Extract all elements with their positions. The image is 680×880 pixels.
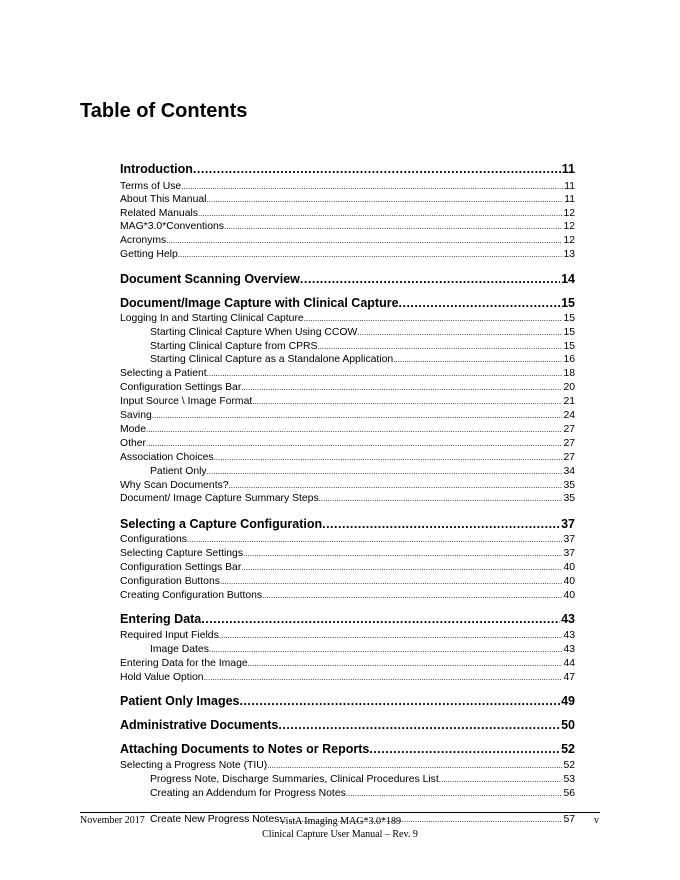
toc-entry-title: Selecting a Patient (120, 368, 207, 379)
toc-page-number: 15 (563, 341, 575, 352)
toc-entry-level3[interactable] (150, 340, 575, 353)
toc-entry-level2[interactable] (120, 589, 575, 602)
toc-page-number: 12 (563, 235, 575, 246)
toc-entry-level2[interactable] (120, 423, 575, 436)
toc-entry-level2[interactable] (120, 381, 575, 394)
toc-dot-leader (262, 589, 562, 602)
toc-entry-level2[interactable] (120, 451, 575, 464)
toc-entry-title: Selecting a Capture Configuration (120, 517, 323, 531)
toc-page-number: 16 (563, 354, 575, 365)
toc-dot-leader (239, 693, 560, 709)
toc-entry-level1[interactable] (120, 717, 575, 733)
toc-dot-leader (241, 561, 562, 574)
toc-entry-title: Selecting Capture Settings (120, 548, 244, 559)
toc-dot-leader (178, 248, 563, 261)
toc-dot-leader (243, 547, 562, 560)
toc-entry-level2[interactable] (120, 671, 575, 684)
toc-entry-title: Create New Progress Notes (150, 814, 280, 825)
toc-entry-title: Starting Clinical Capture as a Standalone Application (150, 354, 394, 365)
toc-page-number: 40 (563, 576, 575, 587)
toc-page-number: 34 (563, 466, 575, 477)
toc-page-number: 15 (563, 327, 575, 338)
toc-page-number: 40 (563, 590, 575, 601)
footer-date: November 2017 (80, 815, 145, 826)
toc-entry-level3[interactable] (150, 643, 575, 656)
toc-entry-level3[interactable] (150, 773, 575, 786)
toc-dot-leader (322, 516, 560, 532)
toc-entry-title: Attaching Documents to Notes or Reports (120, 742, 370, 756)
toc-page-number: 53 (563, 774, 575, 785)
toc-entry-level2[interactable] (120, 367, 575, 380)
toc-page-number: 43 (563, 630, 575, 641)
toc-page-number: 13 (563, 249, 575, 260)
toc-dot-leader (278, 717, 560, 733)
toc-dot-leader (241, 381, 562, 394)
toc-page-number: 11 (564, 181, 575, 192)
toc-dot-leader (220, 575, 563, 588)
toc-entry-title: Selecting a Progress Note (TIU) (120, 760, 268, 771)
toc-page-number: 52 (561, 742, 575, 756)
toc-dot-leader (146, 437, 562, 450)
toc-entry-level2[interactable] (120, 193, 575, 206)
toc-entry-title: Entering Data for the Image (120, 658, 248, 669)
toc-dot-leader (300, 271, 560, 287)
toc-dot-leader (219, 629, 563, 642)
footer-product: VistA Imaging MAG*3.0*189 (279, 816, 401, 827)
toc-entry-title: Patient Only Images (120, 694, 240, 708)
toc-dot-leader (357, 326, 562, 339)
toc-entry-level2[interactable] (120, 533, 575, 546)
toc-dot-leader (393, 353, 562, 366)
toc-entry-title: Patient Only (150, 466, 207, 477)
toc-page-number: 35 (563, 493, 575, 504)
toc-entry-title: Introduction (120, 162, 193, 176)
toc-page-number: 37 (561, 517, 575, 531)
toc-dot-leader (369, 741, 560, 757)
toc-entry-title: Configuration Settings Bar (120, 382, 242, 393)
toc-entry-level1[interactable] (120, 693, 575, 709)
toc-entry-title: Document/ Image Capture Summary Steps (120, 493, 319, 504)
toc-page-number: 56 (563, 788, 575, 799)
toc-entry-level2[interactable] (120, 492, 575, 505)
footer-rule (80, 812, 600, 813)
toc-page-number: 15 (561, 296, 575, 310)
toc-entry-title: Terms of Use (120, 181, 182, 192)
toc-page-number: 35 (563, 480, 575, 491)
toc-dot-leader (198, 207, 562, 220)
toc-dot-leader (267, 759, 562, 772)
toc-entry-title: Other (120, 438, 146, 449)
toc-page-number: 11 (561, 162, 575, 176)
toc-entry-title: Association Choices (120, 452, 214, 463)
toc-page-number: 37 (563, 548, 575, 559)
toc-entry-level2[interactable] (120, 409, 575, 422)
toc-entry-title: Related Manuals (120, 208, 198, 219)
toc-entry-level1[interactable] (120, 611, 575, 627)
toc-entry-level2[interactable] (120, 180, 575, 193)
toc-entry-title: Document/Image Capture with Clinical Capture (120, 296, 399, 310)
toc-dot-leader (152, 409, 563, 422)
toc-page-number: 43 (563, 644, 575, 655)
toc-entry-title: Starting Clinical Capture from CPRS (150, 341, 318, 352)
toc-dot-leader (187, 533, 562, 546)
toc-entry-title: MAG*3.0*Conventions (120, 221, 224, 232)
toc-dot-leader (346, 787, 563, 800)
toc-page-number: 40 (563, 562, 575, 573)
toc-entry-title: About This Manual (120, 194, 207, 205)
toc-entry-level2[interactable] (120, 207, 575, 220)
toc-entry-level2[interactable] (120, 561, 575, 574)
toc-page-number: 12 (563, 208, 575, 219)
toc-entry-level2[interactable] (120, 437, 575, 450)
toc-dot-leader (439, 773, 563, 786)
toc-entry-level2[interactable] (120, 220, 575, 233)
toc-entry-title: Logging In and Starting Clinical Capture (120, 313, 304, 324)
toc-dot-leader (201, 611, 560, 627)
toc-entry-level1[interactable] (120, 295, 575, 311)
toc-dot-leader (317, 340, 562, 353)
toc-entry-title: Why Scan Documents? (120, 480, 229, 491)
toc-entry-level1[interactable] (120, 741, 575, 757)
toc-dot-leader (399, 295, 561, 311)
toc-entry-level3[interactable] (150, 353, 575, 366)
toc-entry-title: Creating an Addendum for Progress Notes (150, 788, 346, 799)
toc-entry-level2[interactable] (120, 759, 575, 772)
toc-entry-level2[interactable] (120, 234, 575, 247)
toc-dot-leader (206, 193, 563, 206)
toc-entry-title: Hold Value Option (120, 672, 204, 683)
toc-entry-level2[interactable] (120, 312, 575, 325)
toc-page-number: 11 (564, 194, 575, 205)
toc-dot-leader (229, 479, 563, 492)
toc-entry-title: Getting Help (120, 249, 178, 260)
toc-dot-leader (248, 657, 563, 670)
toc-entry-title: Input Source \ Image Format (120, 396, 253, 407)
toc-page-number: 27 (563, 452, 575, 463)
toc-dot-leader (181, 180, 563, 193)
toc-page-number: 20 (563, 382, 575, 393)
toc-entry-level2[interactable] (120, 657, 575, 670)
toc-dot-leader (207, 367, 563, 380)
toc-dot-leader (209, 643, 563, 656)
page-title: Table of Contents (80, 100, 248, 122)
toc-entry-title: Required Input Fields (120, 630, 219, 641)
toc-entry-level2[interactable] (120, 248, 575, 261)
toc-page-number: 52 (563, 760, 575, 771)
toc-page-number: 15 (563, 313, 575, 324)
toc-entry-title: Creating Configuration Buttons (120, 590, 263, 601)
toc-page-number: 47 (563, 672, 575, 683)
toc-page-number: 27 (563, 438, 575, 449)
toc-page-number: 12 (563, 221, 575, 232)
footer-manual-title: Clinical Capture User Manual – Rev. 9 (262, 829, 418, 840)
toc-entry-level2[interactable] (120, 547, 575, 560)
toc-entry-title: Image Dates (150, 644, 209, 655)
toc-dot-leader (252, 395, 562, 408)
toc-entry-title: Saving (120, 410, 152, 421)
toc-entry-title: Configuration Buttons (120, 576, 220, 587)
toc-dot-leader (224, 220, 562, 233)
toc-entry-level2[interactable] (120, 479, 575, 492)
toc-page-number: 27 (563, 424, 575, 435)
toc-entry-level2[interactable] (120, 629, 575, 642)
toc-entry-title: Configurations (120, 534, 188, 545)
toc-entry-title: Progress Note, Discharge Summaries, Clinical Procedures List (150, 774, 439, 785)
toc-page-number: 50 (561, 718, 575, 732)
toc-dot-leader (214, 451, 563, 464)
toc-page-number: 37 (563, 534, 575, 545)
toc-page-number: 24 (563, 410, 575, 421)
toc-entry-level3[interactable] (150, 465, 575, 478)
toc-page-number: 21 (563, 396, 575, 407)
toc-dot-leader (319, 492, 563, 505)
toc-entry-level1[interactable] (120, 271, 575, 287)
toc-entry-title: Starting Clinical Capture When Using CCOW (150, 327, 358, 338)
toc-entry-level1[interactable] (120, 516, 575, 532)
toc-page-number: 14 (561, 272, 575, 286)
toc-entry-title: Document Scanning Overview (120, 272, 300, 286)
toc-entry-title: Entering Data (120, 612, 202, 626)
toc-entry-title: Mode (120, 424, 146, 435)
toc-entry-title: Administrative Documents (120, 718, 279, 732)
toc-page-number: 18 (563, 368, 575, 379)
toc-entry-title: Acronyms (120, 235, 167, 246)
toc-page-number: 44 (563, 658, 575, 669)
toc-entry-level3[interactable] (150, 787, 575, 800)
toc-dot-leader (304, 312, 563, 325)
toc-dot-leader (166, 234, 562, 247)
toc-entry-title: Configuration Settings Bar (120, 562, 242, 573)
footer-page-number: v (594, 815, 599, 826)
toc-entry-level1[interactable] (120, 161, 575, 177)
toc-dot-leader (146, 423, 562, 436)
toc-page-number: 57 (563, 814, 575, 825)
footer-center (0, 815, 680, 841)
toc-dot-leader (193, 161, 561, 177)
toc-page-number: 49 (561, 694, 575, 708)
toc-entry-level3[interactable] (150, 326, 575, 339)
toc-page-number: 43 (561, 612, 575, 626)
toc-dot-leader (204, 671, 563, 684)
toc-entry-level2[interactable] (120, 395, 575, 408)
toc-entry-level2[interactable] (120, 575, 575, 588)
toc-dot-leader (207, 465, 563, 478)
